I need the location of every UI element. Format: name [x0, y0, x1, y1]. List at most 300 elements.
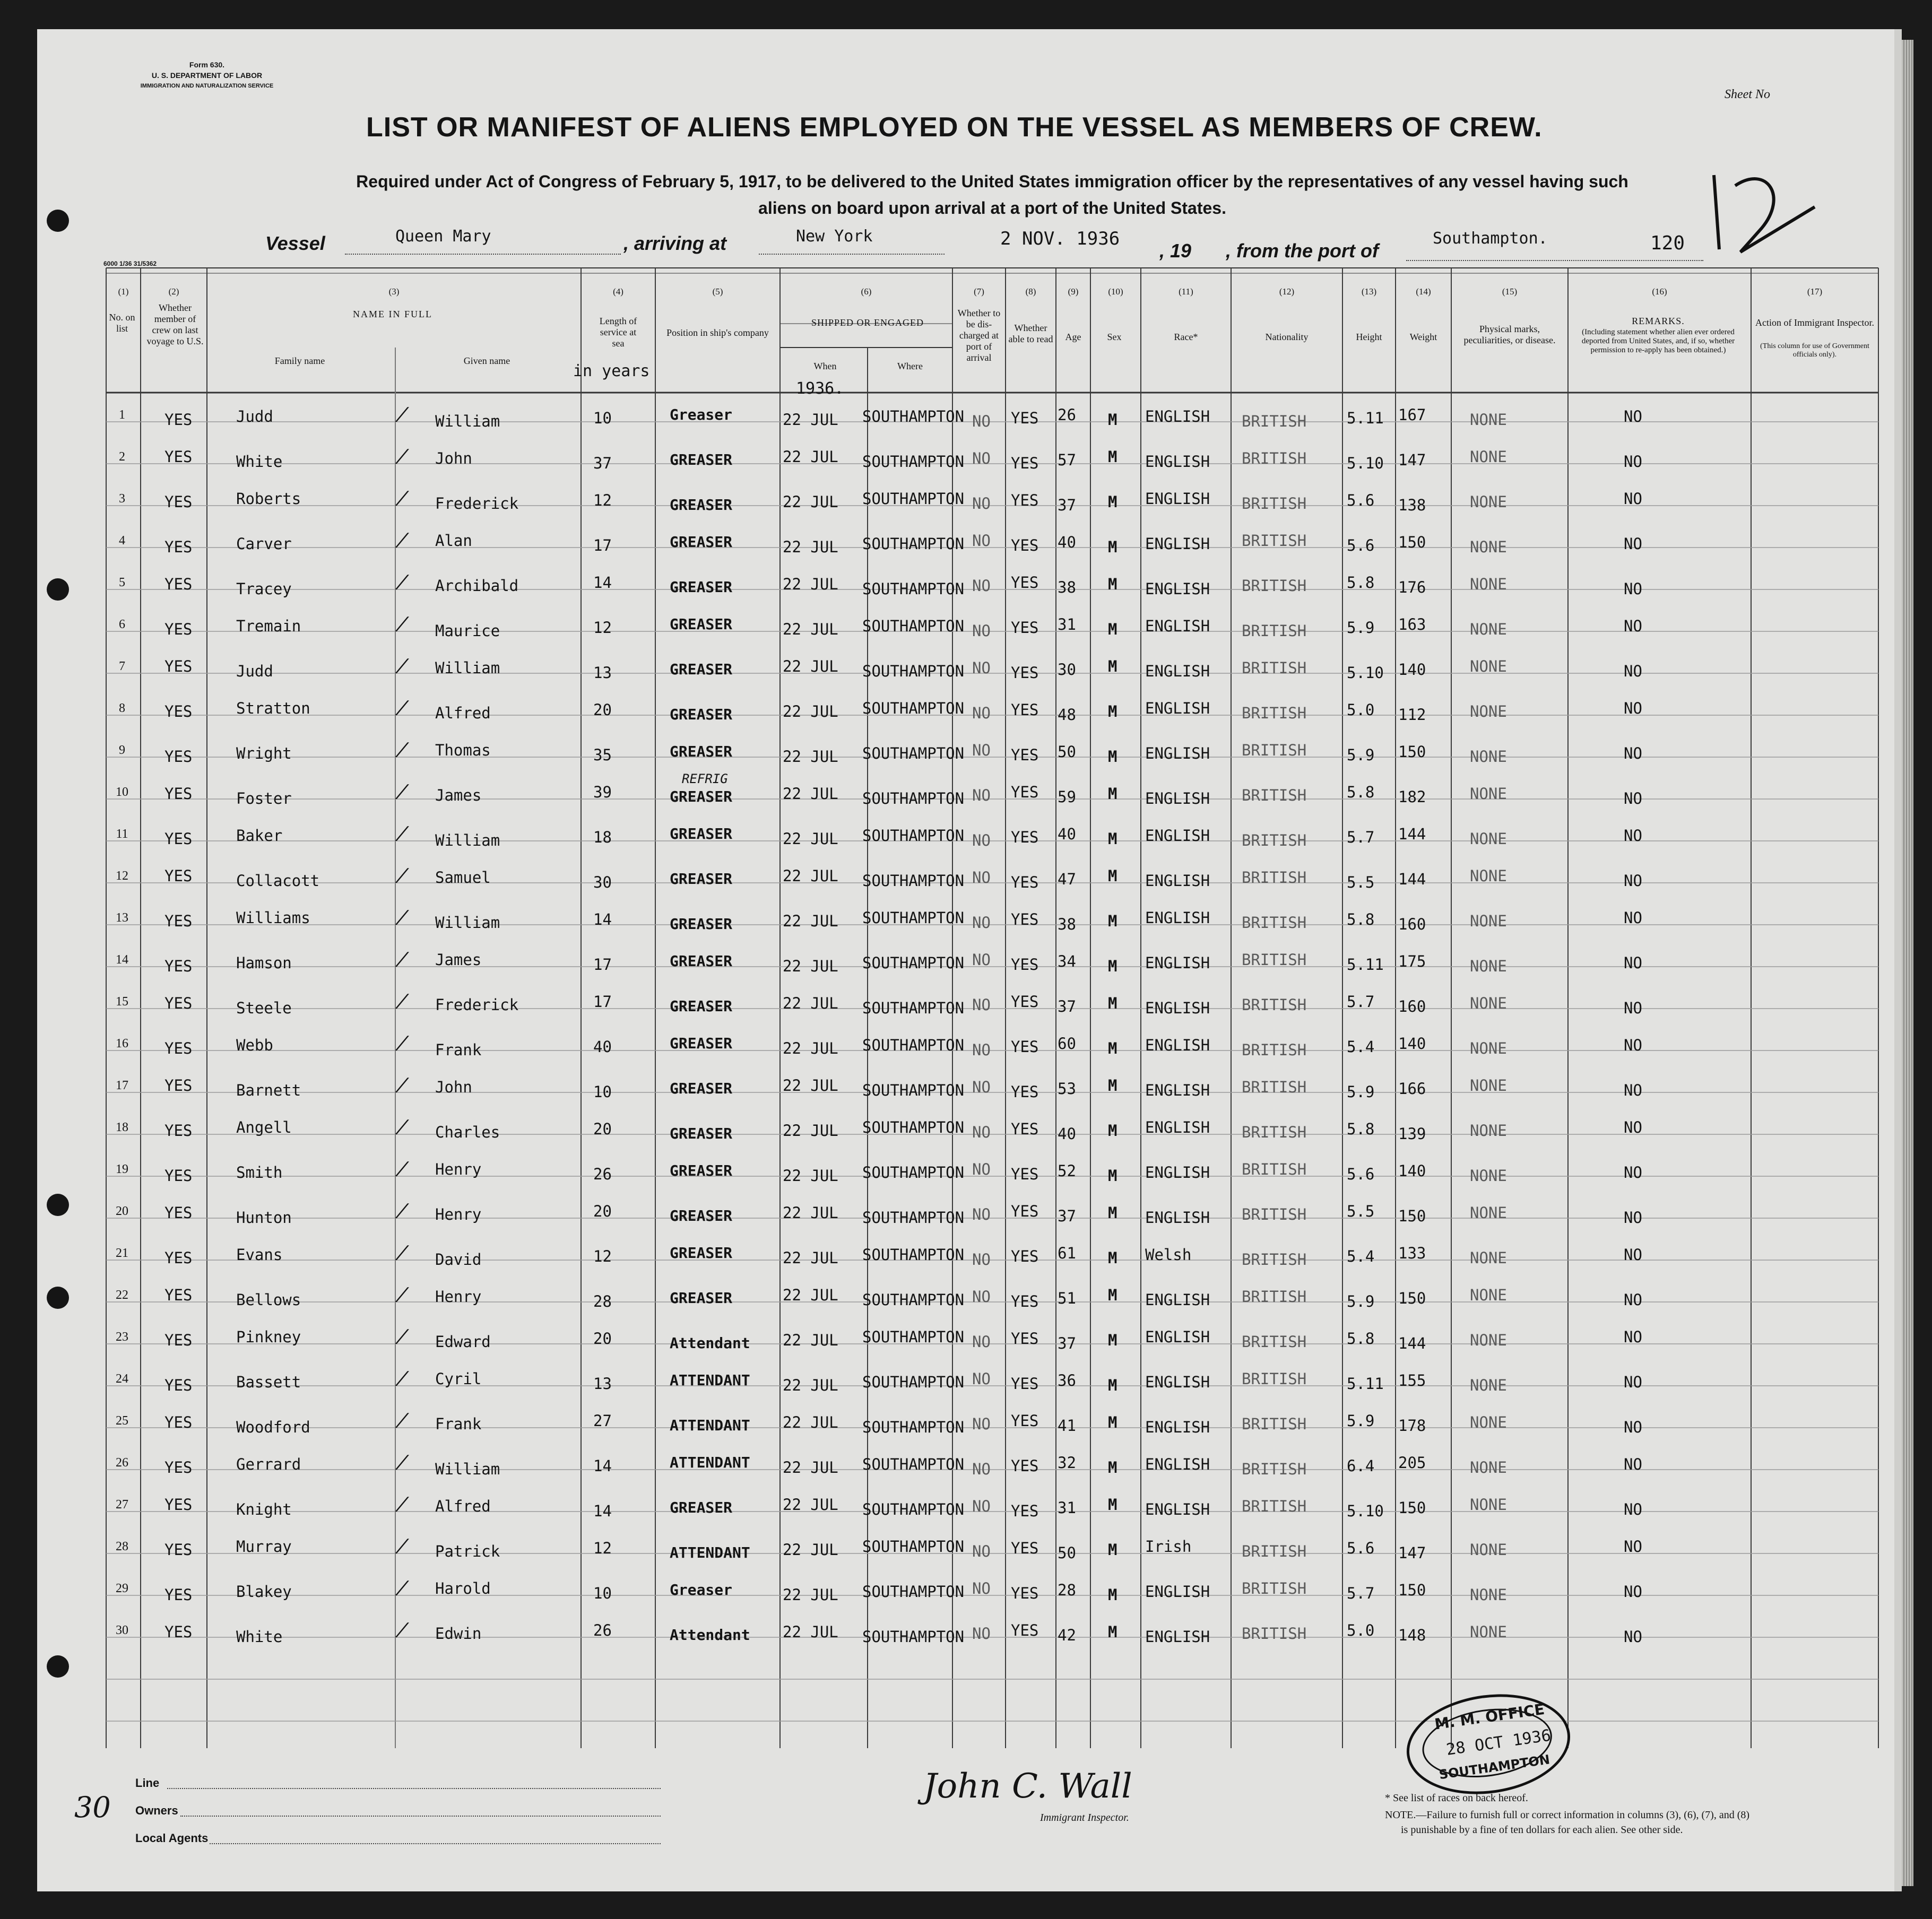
cell-given: John [435, 449, 472, 467]
cell-no: 23 [116, 1330, 128, 1344]
cell-marks: NONE [1470, 994, 1507, 1012]
cell-when: 22 JUL [783, 411, 838, 429]
cell-when: 22 JUL [783, 1249, 838, 1267]
cell-last: YES [164, 994, 193, 1012]
cell-race: ENGLISH [1145, 1418, 1210, 1436]
header-weight: Weight [1409, 332, 1437, 342]
cell-service: 17 [593, 956, 612, 974]
header-remarks: REMARKS. [1632, 316, 1685, 326]
cell-last: YES [164, 1122, 193, 1140]
check-mark: / [393, 949, 412, 970]
cell-age: 31 [1058, 615, 1076, 633]
cell-where: SOUTHAMPTON [862, 1373, 965, 1391]
cell-read: YES [1011, 783, 1039, 801]
cell-marks: NONE [1470, 1623, 1507, 1641]
cell-read: YES [1011, 1584, 1039, 1602]
cell-age: 40 [1058, 825, 1076, 843]
cell-family: Hunton [236, 1209, 292, 1227]
cell-sex: M [1108, 1623, 1117, 1641]
cell-disch: NO [972, 786, 991, 804]
cell-last: YES [164, 1458, 193, 1477]
cell-sex: M [1108, 1249, 1117, 1267]
cell-read: YES [1011, 1202, 1039, 1220]
cell-no: 19 [116, 1162, 128, 1176]
cell-read: YES [1011, 664, 1039, 682]
cell-weight: 182 [1398, 788, 1426, 806]
cell-service: 14 [593, 574, 612, 592]
cell-when: 22 JUL [783, 493, 838, 511]
cell-disch: NO [972, 494, 991, 513]
column-number: (10) [1108, 286, 1123, 297]
cell-height: 5.8 [1347, 1120, 1375, 1138]
cell-marks: NONE [1470, 1286, 1507, 1304]
cell-given: William [435, 412, 500, 430]
cell-age: 28 [1058, 1581, 1076, 1599]
requirement-line-1: Required under Act of Congress of February 5, 1917, to be delivered to the United States immigration officer by the representatives of any vessel having such [356, 172, 1628, 191]
cell-race: Irish [1145, 1538, 1192, 1556]
check-mark: / [393, 1242, 412, 1263]
cell-when: 22 JUL [783, 830, 838, 848]
cell-when: 22 JUL [783, 1286, 838, 1304]
cell-race: ENGLISH [1145, 1583, 1210, 1601]
header-in-years: in years [573, 362, 650, 380]
cell-remarks: NO [1624, 1583, 1642, 1601]
column-number: (4) [613, 286, 623, 297]
cell-where: SOUTHAMPTON [862, 617, 965, 635]
cell-height: 5.6 [1347, 1539, 1375, 1557]
cell-marks: NONE [1470, 748, 1507, 766]
cell-service: 35 [593, 746, 612, 764]
cell-read: YES [1011, 1330, 1039, 1348]
cell-read: YES [1011, 1120, 1039, 1138]
cell-race: ENGLISH [1145, 1163, 1210, 1182]
check-mark: / [393, 655, 412, 676]
vessel-name: Queen Mary [395, 227, 491, 246]
cell-height: 5.7 [1347, 993, 1375, 1011]
cell-read: YES [1011, 1412, 1039, 1430]
cell-position: GREASER [670, 915, 733, 933]
cell-race: ENGLISH [1145, 580, 1210, 598]
line-underline [167, 1788, 661, 1789]
cell-sex: M [1108, 785, 1117, 803]
cell-family: Smith [236, 1163, 283, 1182]
cell-marks: NONE [1470, 1204, 1507, 1222]
cell-read: YES [1011, 491, 1039, 509]
check-mark: / [393, 571, 412, 593]
header-action-note: (This column for use of Government officials only). [1760, 342, 1869, 359]
cell-when: 22 JUL [783, 1039, 838, 1057]
cell-last: YES [164, 1623, 193, 1641]
cell-disch: NO [972, 412, 991, 430]
cell-service: 10 [593, 409, 612, 427]
cell-weight: 150 [1398, 743, 1426, 761]
cell-nat: BRITISH [1242, 532, 1307, 550]
cell-read: YES [1011, 746, 1039, 764]
cell-race: ENGLISH [1145, 789, 1210, 807]
cell-read: YES [1011, 828, 1039, 846]
cell-given: Frank [435, 1041, 482, 1059]
cell-sex: M [1108, 1586, 1117, 1604]
cell-position: GREASER [670, 997, 733, 1015]
cell-service: 20 [593, 701, 612, 719]
check-mark: / [393, 529, 412, 551]
cell-weight: 155 [1398, 1371, 1426, 1390]
cell-when: 22 JUL [783, 1623, 838, 1641]
page-title: LIST OR MANIFEST OF ALIENS EMPLOYED ON THE VESSEL AS MEMBERS OF CREW. [366, 112, 1543, 143]
cell-marks: NONE [1470, 1541, 1507, 1559]
cell-disch: NO [972, 449, 991, 467]
cell-when: 22 JUL [783, 702, 838, 720]
header-height: Height [1356, 332, 1382, 342]
cell-weight: 140 [1398, 661, 1426, 679]
cell-where: SOUTHAMPTON [862, 699, 965, 717]
cell-read: YES [1011, 1457, 1039, 1475]
cell-height: 5.0 [1347, 701, 1375, 719]
cell-nat: BRITISH [1242, 951, 1307, 969]
check-mark: / [393, 1074, 412, 1096]
cell-given: Cyril [435, 1370, 482, 1388]
check-mark: / [393, 1577, 412, 1599]
cell-given: Thomas [435, 741, 491, 759]
column-number: (7) [974, 286, 984, 297]
cell-race: Welsh [1145, 1246, 1192, 1264]
header-no-on-list: No. on list [109, 312, 135, 334]
cell-last: YES [164, 1541, 193, 1559]
cell-family: Evans [236, 1246, 283, 1264]
cell-family: Webb [236, 1036, 273, 1054]
cell-disch: NO [972, 1497, 991, 1515]
cell-family: Carver [236, 535, 292, 553]
cell-position: GREASER [670, 496, 733, 514]
service-name: IMMIGRATION AND NATURALIZATION SERVICE [140, 83, 274, 89]
cell-when: 22 JUL [783, 1167, 838, 1185]
cell-family: Stratton [236, 699, 310, 717]
cell-where: SOUTHAMPTON [862, 1328, 965, 1346]
cell-height: 5.8 [1347, 910, 1375, 928]
local-agents-label: Local Agents [135, 1831, 209, 1845]
cell-weight: 178 [1398, 1417, 1426, 1435]
cell-no: 5 [119, 576, 125, 589]
cell-weight: 138 [1398, 496, 1426, 514]
cell-where: SOUTHAMPTON [862, 1500, 965, 1518]
cell-given: Alan [435, 532, 472, 550]
cell-last: YES [164, 867, 193, 885]
cell-weight: 150 [1398, 1581, 1426, 1599]
cell-when: 22 JUL [783, 538, 838, 556]
cell-age: 59 [1058, 788, 1076, 806]
cell-height: 5.7 [1347, 828, 1375, 846]
cell-given: Harold [435, 1579, 491, 1597]
cell-disch: NO [972, 1542, 991, 1560]
cell-disch: NO [972, 1460, 991, 1478]
cell-service: 12 [593, 491, 612, 509]
cell-marks: NONE [1470, 575, 1507, 593]
cell-no: 13 [116, 911, 128, 925]
inspector-signature: John C. Wall [923, 1767, 1132, 1806]
cell-family: Baker [236, 827, 283, 845]
cell-height: 5.11 [1347, 1375, 1384, 1393]
cell-when: 22 JUL [783, 957, 838, 975]
from-port-label: , from the port of [1226, 240, 1379, 262]
cell-disch: NO [972, 951, 991, 969]
cell-no: 20 [116, 1204, 128, 1218]
cell-position: ATTENDANT [670, 1544, 750, 1561]
column-number: (3) [388, 286, 400, 297]
cell-race: ENGLISH [1145, 490, 1210, 508]
cell-given: Henry [435, 1205, 482, 1223]
cell-read: YES [1011, 1621, 1039, 1639]
cell-race: ENGLISH [1145, 954, 1210, 972]
cell-sex: M [1108, 1376, 1117, 1394]
cell-position: ATTENDANT [670, 1454, 750, 1471]
cell-race: ENGLISH [1145, 407, 1210, 426]
cell-no: 18 [116, 1121, 128, 1134]
cell-sex: M [1108, 1331, 1117, 1349]
cell-sex: M [1108, 994, 1117, 1012]
cell-nat: BRITISH [1242, 741, 1307, 759]
cell-when: 22 JUL [783, 994, 838, 1012]
cell-last: YES [164, 1204, 193, 1222]
form-number: Form 630. [189, 60, 225, 69]
cell-age: 50 [1058, 743, 1076, 761]
header-when: When [813, 361, 837, 371]
cell-read: YES [1011, 454, 1039, 472]
cell-last: YES [164, 957, 193, 975]
cell-where: SOUTHAMPTON [862, 1209, 965, 1227]
cell-sex: M [1108, 538, 1117, 556]
cell-disch: NO [972, 704, 991, 722]
cell-weight: 147 [1398, 451, 1426, 469]
cell-when: 22 JUL [783, 748, 838, 766]
cell-disch: NO [972, 1288, 991, 1306]
cell-service: 17 [593, 536, 612, 554]
cell-family: Wright [236, 744, 292, 762]
cell-last: YES [164, 1039, 193, 1057]
cell-weight: 144 [1398, 825, 1426, 843]
cell-height: 5.9 [1347, 1412, 1375, 1430]
cell-where: SOUTHAMPTON [862, 1163, 965, 1182]
cell-weight: 163 [1398, 615, 1426, 633]
cell-no: 12 [116, 869, 128, 883]
cell-position: GREASER [670, 1289, 733, 1307]
line-label: Line [135, 1776, 160, 1790]
cell-position: GREASER [670, 743, 733, 760]
cell-family: Williams [236, 909, 310, 927]
cell-height: 5.8 [1347, 1330, 1375, 1348]
cell-position: Attendant [670, 1626, 750, 1644]
cell-given: John [435, 1078, 472, 1096]
stamp-bottom: SOUTHAMPTON [1438, 1752, 1551, 1783]
cell-nat: BRITISH [1242, 996, 1307, 1014]
cell-marks: NONE [1470, 702, 1507, 720]
cell-last: YES [164, 1586, 193, 1604]
cell-family: Collacott [236, 872, 320, 890]
cell-service: 26 [593, 1621, 612, 1639]
cell-where: SOUTHAMPTON [862, 535, 965, 553]
cell-when: 22 JUL [783, 1122, 838, 1140]
cell-disch: NO [972, 1041, 991, 1059]
cell-no: 4 [119, 534, 125, 548]
cell-disch: NO [972, 532, 991, 550]
cell-age: 53 [1058, 1080, 1076, 1098]
cell-sex: M [1108, 657, 1117, 675]
cell-where: SOUTHAMPTON [862, 1583, 965, 1601]
cell-read: YES [1011, 956, 1039, 974]
cell-read: YES [1011, 701, 1039, 719]
cell-nat: BRITISH [1242, 1041, 1307, 1059]
cell-service: 12 [593, 619, 612, 637]
cell-height: 5.10 [1347, 664, 1384, 682]
check-mark: / [393, 1410, 412, 1431]
header-race: Race* [1174, 332, 1198, 342]
cell-read: YES [1011, 1247, 1039, 1265]
cell-position: GREASER [670, 1080, 733, 1097]
cell-age: 57 [1058, 451, 1076, 469]
cell-no: 16 [116, 1037, 128, 1050]
check-mark: / [393, 1032, 412, 1054]
cell-last: YES [164, 657, 193, 675]
cell-given: Archibald [435, 577, 519, 595]
cell-family: Roberts [236, 490, 301, 508]
cell-position: GREASER [670, 1035, 733, 1052]
cell-when: 22 JUL [783, 867, 838, 885]
cell-where: SOUTHAMPTON [862, 744, 965, 762]
header-position: Position in ship's company [666, 327, 769, 338]
cell-family: White [236, 1628, 283, 1646]
cell-given: William [435, 831, 500, 849]
cell-position: GREASER [670, 1499, 733, 1516]
cell-age: 47 [1058, 870, 1076, 888]
cell-sex: M [1108, 748, 1117, 766]
cell-last: YES [164, 620, 193, 638]
cell-where: SOUTHAMPTON [862, 580, 965, 598]
cell-weight: 139 [1398, 1125, 1426, 1143]
cell-marks: NONE [1470, 620, 1507, 638]
header-given-name: Given name [463, 355, 510, 366]
cell-disch: NO [972, 1123, 991, 1141]
check-mark: / [393, 1452, 412, 1473]
cell-age: 37 [1058, 1207, 1076, 1225]
cell-last: YES [164, 748, 193, 766]
cell-when: 22 JUL [783, 620, 838, 638]
cell-remarks: NO [1624, 872, 1642, 890]
cell-service: 12 [593, 1539, 612, 1557]
column-number: (9) [1068, 286, 1079, 297]
cell-race: ENGLISH [1145, 662, 1210, 680]
cell-given: Henry [435, 1288, 482, 1306]
check-mark: / [393, 865, 412, 886]
failure-note-2: is punishable by a fine of ten dollars for each alien. See other side. [1401, 1824, 1683, 1836]
stamp-top: M. M. OFFICE [1433, 1700, 1546, 1733]
cell-weight: 112 [1398, 706, 1426, 724]
cell-remarks: NO [1624, 1036, 1642, 1054]
cell-weight: 150 [1398, 1499, 1426, 1517]
cell-height: 6.4 [1347, 1457, 1375, 1475]
cell-sex: M [1108, 867, 1117, 885]
cell-disch: NO [972, 914, 991, 932]
cell-remarks: NO [1624, 453, 1642, 471]
cell-age: 60 [1058, 1035, 1076, 1053]
cell-weight: 140 [1398, 1035, 1426, 1053]
cell-when: 22 JUL [783, 1204, 838, 1222]
cell-no: 27 [116, 1498, 128, 1512]
cell-marks: NONE [1470, 867, 1507, 885]
cell-sex: M [1108, 1496, 1117, 1514]
cell-nat: BRITISH [1242, 1205, 1307, 1223]
cell-age: 61 [1058, 1244, 1076, 1262]
cell-height: 5.5 [1347, 1202, 1375, 1220]
cell-no: 25 [116, 1414, 128, 1428]
cell-disch: NO [972, 1205, 991, 1223]
cell-position: GREASER [670, 661, 733, 678]
cell-disch: NO [972, 741, 991, 759]
cell-given: Frank [435, 1415, 482, 1433]
cell-given: William [435, 659, 500, 677]
cell-no: 6 [119, 618, 125, 631]
cell-nat: BRITISH [1242, 412, 1307, 430]
cell-height: 5.4 [1347, 1247, 1375, 1265]
cell-last: YES [164, 830, 193, 848]
cell-read: YES [1011, 619, 1039, 637]
cell-no: 9 [119, 743, 125, 757]
cell-marks: NONE [1470, 1458, 1507, 1477]
cell-read: YES [1011, 993, 1039, 1011]
header-age: Age [1065, 332, 1081, 342]
check-mark: / [393, 823, 412, 844]
cell-disch: NO [972, 996, 991, 1014]
cell-race: ENGLISH [1145, 535, 1210, 553]
cell-race: ENGLISH [1145, 872, 1210, 890]
cell-position: GREASER [670, 533, 733, 551]
cell-read: YES [1011, 1165, 1039, 1183]
cell-marks: NONE [1470, 1496, 1507, 1514]
cell-where: SOUTHAMPTON [862, 1036, 965, 1054]
cell-read: YES [1011, 409, 1039, 427]
header-sex: Sex [1107, 332, 1122, 342]
cell-position: Greaser [670, 1581, 733, 1599]
check-mark: / [393, 1535, 412, 1557]
cell-remarks: NO [1624, 699, 1642, 717]
cell-given: Alfred [435, 704, 491, 722]
cell-disch: NO [972, 1251, 991, 1269]
cell-remarks: NO [1624, 1081, 1642, 1099]
cell-family: Bellows [236, 1291, 301, 1309]
cell-where: SOUTHAMPTON [862, 872, 965, 890]
cell-family: Angell [236, 1118, 292, 1136]
cell-family: Steele [236, 999, 292, 1017]
cell-sex: M [1108, 1458, 1117, 1477]
cell-where: SOUTHAMPTON [862, 1118, 965, 1136]
cell-race: ENGLISH [1145, 1500, 1210, 1518]
column-number: (8) [1025, 286, 1036, 297]
cell-given: Charles [435, 1123, 500, 1141]
cell-age: 41 [1058, 1417, 1076, 1435]
cell-weight: 167 [1398, 406, 1426, 424]
cell-race: ENGLISH [1145, 1291, 1210, 1309]
cell-where: SOUTHAMPTON [862, 789, 965, 807]
cell-where: SOUTHAMPTON [862, 1418, 965, 1436]
cell-when: 22 JUL [783, 1331, 838, 1349]
arrival-date-stamp: 2 NOV. 1936 [1000, 228, 1120, 249]
cell-family: Hamson [236, 954, 292, 972]
column-number: (11) [1179, 286, 1193, 297]
cell-age: 38 [1058, 915, 1076, 933]
cell-given: Frederick [435, 996, 519, 1014]
cell-nat: BRITISH [1242, 704, 1307, 722]
cell-marks: NONE [1470, 830, 1507, 848]
cell-position: Greaser [670, 406, 733, 423]
cell-given: Frederick [435, 494, 519, 513]
